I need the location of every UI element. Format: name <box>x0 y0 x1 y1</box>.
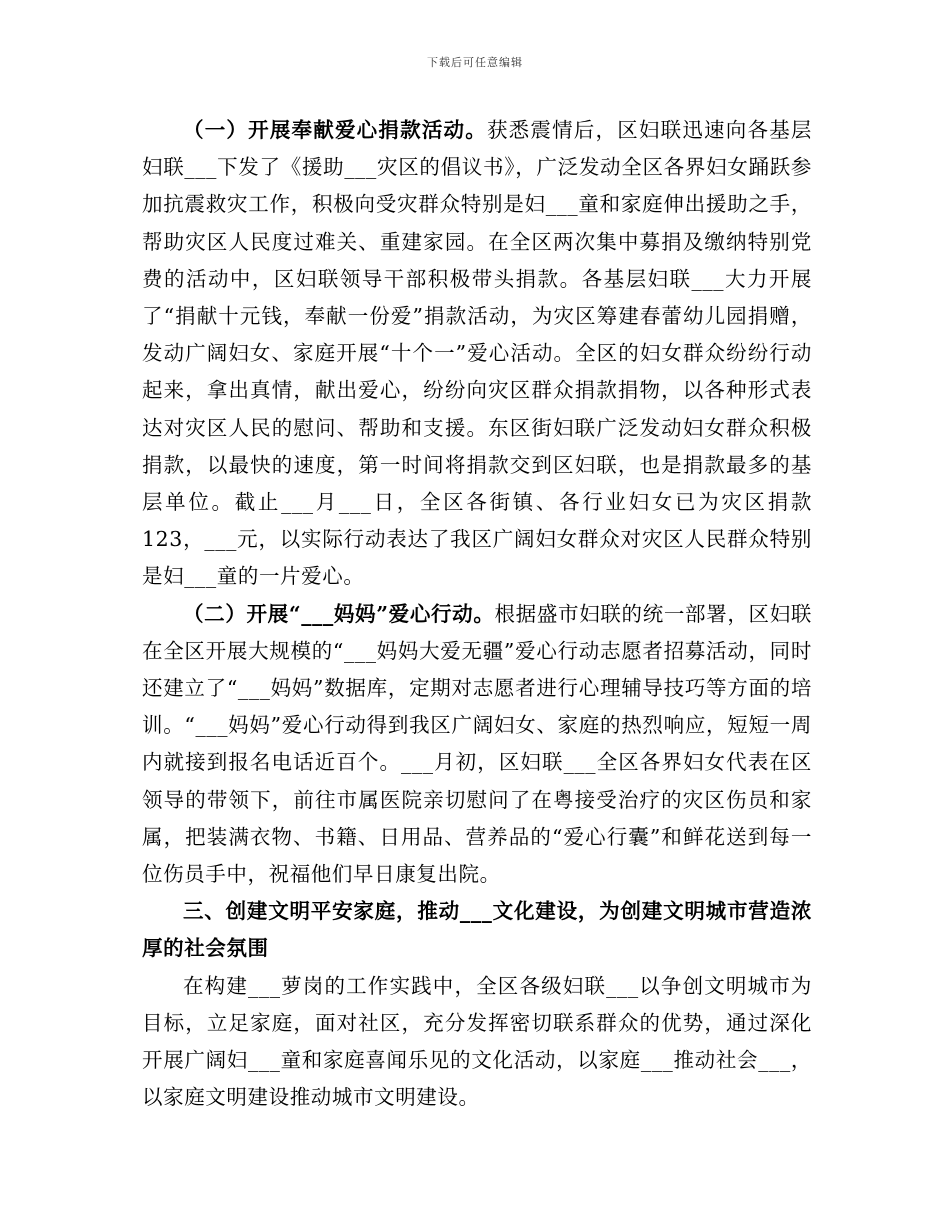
paragraph-donation-body: 获悉震情后，区妇联迅速向各基层妇联___下发了《援助___灾区的倡议书》，广泛发动全区各界妇女踊跃参加抗震救灾工作，积极向受灾群众特别是妇___童和家庭伸出援助之手，帮助灾区人民度过难关、重建家园。在全区两次集中募捐及缴纳特别党费的活动中，区妇联领导干部积极带头捐款。各基层妇联___大力开展了“捐献十元钱，奉献一份爱”捐款活动，为灾区筹建春蕾幼儿园捐赠，发动广阔妇女、家庭开展“十个一”爱心活动。全区的妇女群众纷纷行动起来，拿出真情，献出爱心，纷纷向灾区群众捐款捐物，以各种形式表达对灾区人民的慰问、帮助和支援。东区街妇联广泛发动妇女群众积极捐款，以最快的速度，第一时间将捐款交到区妇联，也是捐款最多的基层单位。截止___月___日，全区各街镇、各行业妇女已为灾区捐款123，___元，以实际行动表达了我区广阔妇女群众对灾区人民群众特别是妇___童的一片爱心。 <box>142 118 812 589</box>
paragraph-donation <box>142 112 812 596</box>
paragraph-mothers-lead: （二）开展“___妈妈”爱心行动。 <box>183 601 495 626</box>
paragraph-mothers-body: 根据盛市妇联的统一部署，区妇联在全区开展大规模的“___妈妈大爱无疆”爱心行动志愿者招募活动，同时还建立了“___妈妈”数据库，定期对志愿者进行心理辅导技巧等方面的培训。“___妈妈”爱心行动得到我区广阔妇女、家庭的热烈响应，短短一周内就接到报名电话近百个。___月初，区妇联___全区各界妇女代表在区领导的带领下，前往市属医院亲切慰问了在粤接受治疗的灾区伤员和家属，把装满衣物、书籍、日用品、营养品的“爱心行囊”和鲜花送到每一位伤员手中，祝福他们早日康复出院。 <box>142 601 812 887</box>
section-heading-three: 三、创建文明平安家庭，推动___文化建设，为创建文明城市营造浓厚的社会氛围 <box>142 899 812 961</box>
document-body <box>142 112 812 1116</box>
paragraph-civilization: 在构建___萝岗的工作实践中，全区各级妇联___以争创文明城市为目标，立足家庭，面对社区，充分发挥密切联系群众的优势，通过深化开展广阔妇___童和家庭喜闻乐见的文化活动，以家庭___推动社会___，以家庭文明建设推动城市文明建设。 <box>142 973 812 1110</box>
page-header-note: 下载后可任意编辑 <box>427 56 523 69</box>
paragraph-mothers <box>142 596 812 894</box>
paragraph-donation-lead: （一）开展奉献爱心捐款活动。 <box>183 118 487 142</box>
